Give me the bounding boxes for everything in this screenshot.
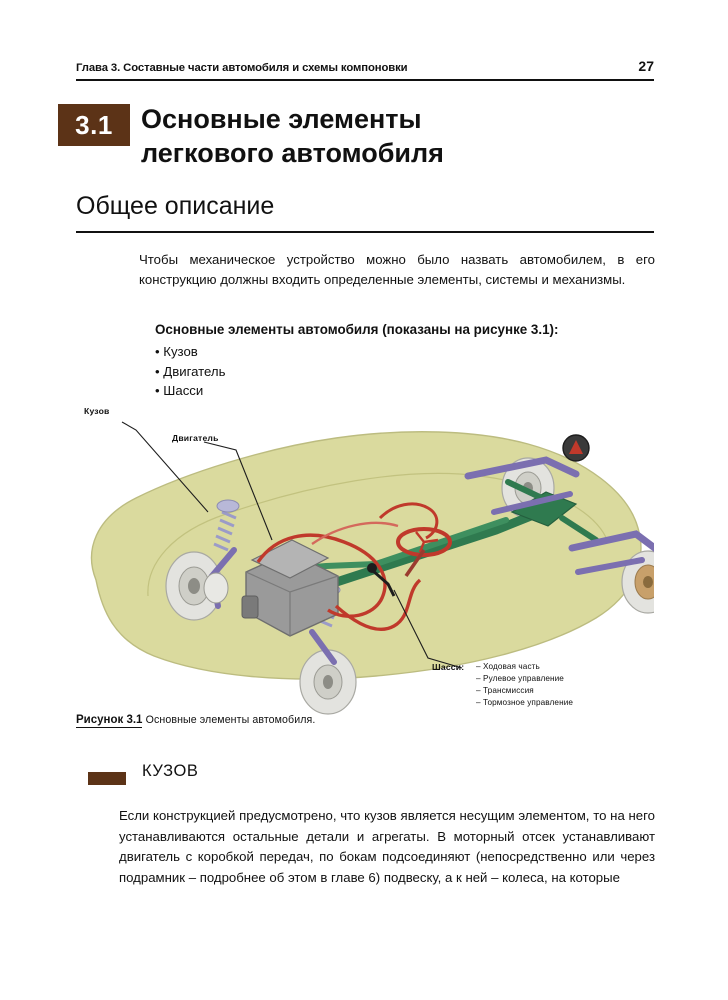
figure-chassis-item: – Ходовая часть — [476, 662, 540, 671]
kuzov-accent-bar — [88, 772, 126, 785]
list-item: • Двигатель — [155, 362, 455, 382]
figure-car-diagram — [76, 400, 654, 720]
figure-label-engine: Двигатель — [172, 433, 219, 443]
figure-caption-number: Рисунок 3.1 — [76, 714, 143, 726]
header-rule — [76, 79, 654, 81]
figure-chassis-item: – Рулевое управление — [476, 674, 564, 683]
figure-caption-text: Основные элементы автомобиля. — [145, 714, 316, 726]
running-head — [76, 58, 654, 74]
pedal-pivot — [367, 563, 377, 573]
list-item: • Шасси — [155, 381, 455, 401]
manufacturer-emblem-icon — [563, 435, 589, 461]
list-item: • Кузов — [155, 342, 455, 362]
car-diagram-svg — [76, 400, 654, 720]
page-number: 27 — [638, 58, 654, 74]
strut-top-mount-left — [217, 500, 239, 512]
wheel-rear-left — [300, 650, 356, 714]
section-title-line1: Основные элементы — [141, 104, 422, 134]
chapter-title: Глава 3. Составные части автомобиля и схемы компоновки — [76, 62, 408, 74]
kuzov-heading: КУЗОВ — [142, 762, 199, 780]
brake-disc-front-left — [204, 573, 228, 603]
intro-paragraph: Чтобы механическое устройство можно было назвать автомобилем, в его конструкцию должны входить определенные элементы, системы и механизмы. — [139, 252, 655, 287]
list-heading: Основные элементы автомобиля (показаны на рисунке 3.1): — [155, 322, 559, 337]
subheading: Общее описание — [76, 192, 275, 220]
figure-chassis-item: – Трансмиссия — [476, 686, 534, 695]
figure-label-body: Кузов — [84, 406, 110, 416]
section-title — [141, 102, 641, 170]
figure-label-chassis: Шасси: — [432, 662, 465, 672]
section-title-line2: легкового автомобиля — [141, 138, 444, 168]
subheading-rule — [76, 231, 654, 233]
kuzov-paragraph: Если конструкцией предусмотрено, что кузов является несущим элементом, то на него устанавливаются остальные детали и агрегаты. В моторный отсек устанавливают двигатель с коробкой передач, по бокам подсоединяют (непосредственно или через подрамник – подробнее об этом в главе 6) подвеску, а к ней – колеса, на которые — [119, 808, 655, 885]
figure-chassis-item: – Тормозное управление — [476, 698, 574, 707]
element-list — [155, 342, 455, 401]
section-number-badge: 3.1 — [58, 104, 130, 146]
figure-caption — [76, 714, 576, 726]
